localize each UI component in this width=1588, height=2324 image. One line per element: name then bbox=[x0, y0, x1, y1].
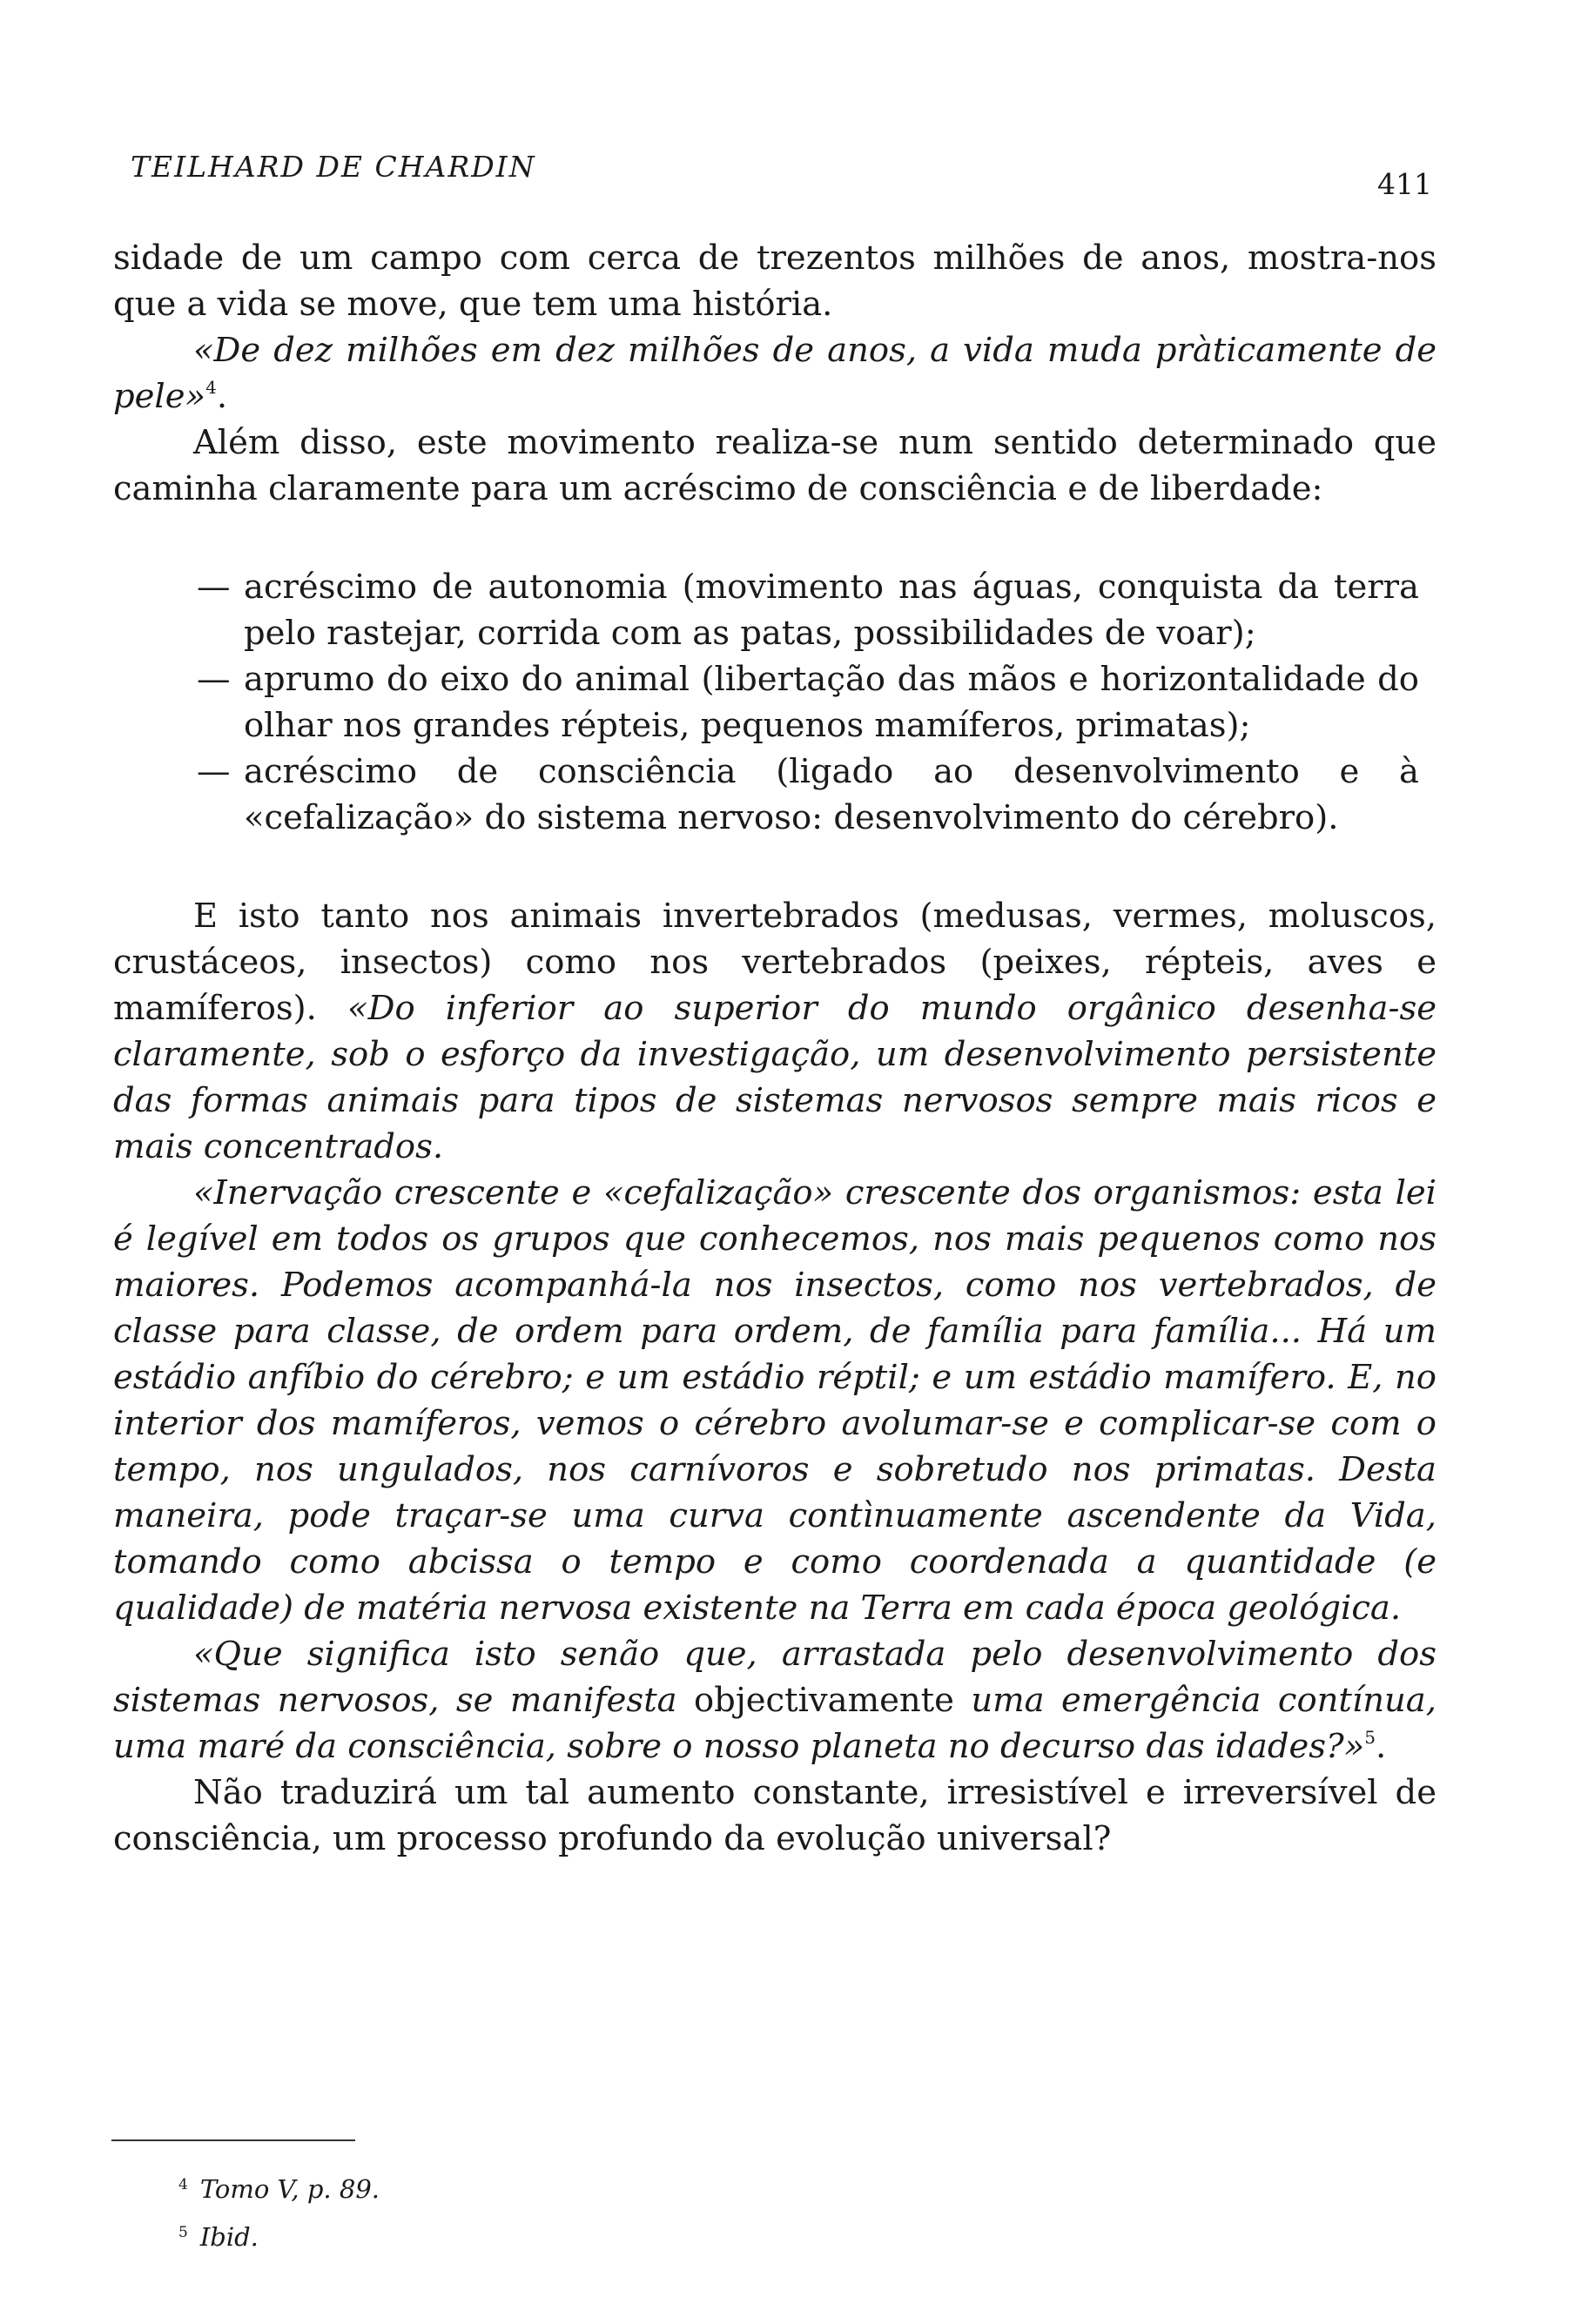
list-item bbox=[113, 749, 1419, 841]
body-text bbox=[113, 235, 1437, 1862]
footnote bbox=[178, 2211, 380, 2259]
dash-marker: — bbox=[197, 752, 231, 791]
footnotes bbox=[178, 2163, 380, 2259]
spacer bbox=[113, 841, 1437, 893]
running-title: TEILHARD DE CHARDIN bbox=[131, 150, 536, 184]
paragraph-1: sidade de um campo com cerca de trezentos milhões de anos, mostra-nos que a vida se move, que tem uma história. bbox=[113, 238, 1437, 324]
paragraph-5: «Inervação crescente e «cefalização» crescente dos organismos: esta lei é legível em todos os grupos que conhecemos, nos mais pequenos como nos maiores. Podemos acompanhá-la nos insectos, como nos vertebrados, de classe para classe, de ordem para ordem, de família para família... Há um estádio anfíbio do cérebro; e um estádio réptil; e um estádio mamífero. E, no interior dos mamíferos, vemos o cérebro avolumar-se e complicar-se com o tempo, nos ungulados, nos carnívoros e sobretudo nos primatas. Desta maneira, pode traçar-se uma curva contìnuamente ascendente da Vida, tomando como abcissa o tempo e como coordenada a quantidade (e qualidade) de matéria nervosa existente na Terra em cada época geológica. bbox=[113, 1173, 1437, 1628]
footnote bbox=[178, 2163, 380, 2211]
paragraph-7: Não traduzirá um tal aumento constante, irresistível e irreversível de consciência, um processo profundo da evolução universal? bbox=[113, 1773, 1437, 1858]
footnote-ref-5: 5 bbox=[1364, 1727, 1376, 1748]
paragraph-6-quote-b: uma emergência contínua, uma maré da consciência, sobre o nosso planeta no decurso das idades?» bbox=[113, 1681, 1437, 1766]
footnote-number: 5 bbox=[178, 2224, 188, 2241]
dash-marker: — bbox=[197, 660, 231, 699]
paragraph-4-quote: «Do inferior ao superior do mundo orgânico desenha-se claramente, sob o esforço da investigação, um desenvolvimento persistente das formas animais para tipos de sistemas nervosos sempre mais ricos e mais concentrados. bbox=[113, 989, 1437, 1166]
dash-list bbox=[113, 564, 1437, 841]
spacer bbox=[113, 512, 1437, 564]
paragraph-2 bbox=[113, 327, 1437, 420]
paragraph-4 bbox=[113, 893, 1437, 1170]
quote-text: «De dez milhões em dez milhões de anos, a vida muda pràticamente de pele» bbox=[113, 331, 1437, 416]
dash-marker: — bbox=[197, 568, 231, 607]
paragraph-3: Além disso, este movimento realiza-se num sentido determinado que caminha claramente para um acréscimo de consciência e de liberdade: bbox=[113, 423, 1437, 508]
list-item-text: aprumo do eixo do animal (libertação das mãos e horizontalidade do olhar nos grandes répteis, pequenos mamíferos, primatas); bbox=[244, 660, 1419, 745]
list-item bbox=[113, 564, 1419, 656]
footnote-divider bbox=[111, 2139, 355, 2141]
list-item-text: acréscimo de consciência (ligado ao desenvolvimento e à «cefalização» do sistema nervoso: desenvolvimento do cérebro). bbox=[244, 752, 1419, 837]
page-header bbox=[131, 150, 1441, 202]
footnote-number: 4 bbox=[178, 2176, 188, 2193]
footnote-text: Ibid. bbox=[199, 2222, 259, 2252]
paragraph-6-roman: objectivamente bbox=[694, 1681, 954, 1720]
page-number: 411 bbox=[1377, 167, 1432, 201]
paragraph-6-quote-a: «Que significa isto senão que, arrastada pelo desenvolvimento dos sistemas nervosos, se manifesta bbox=[113, 1635, 1437, 1720]
footnote-text: Tomo V, p. 89. bbox=[199, 2174, 380, 2204]
list-item-text: acréscimo de autonomia (movimento nas águas, conquista da terra pelo rastejar, corrida com as patas, possibilidades de voar); bbox=[244, 568, 1419, 653]
period: . bbox=[216, 377, 228, 416]
paragraph-6 bbox=[113, 1631, 1437, 1770]
period: . bbox=[1375, 1727, 1387, 1766]
paragraph-4-roman: E isto tanto nos animais invertebrados (medusas, vermes, moluscos, crustáceos, insectos) como nos vertebrados (peixes, répteis, aves e mamíferos). bbox=[113, 897, 1437, 1028]
list-item bbox=[113, 656, 1419, 749]
footnote-ref-4: 4 bbox=[205, 377, 217, 398]
